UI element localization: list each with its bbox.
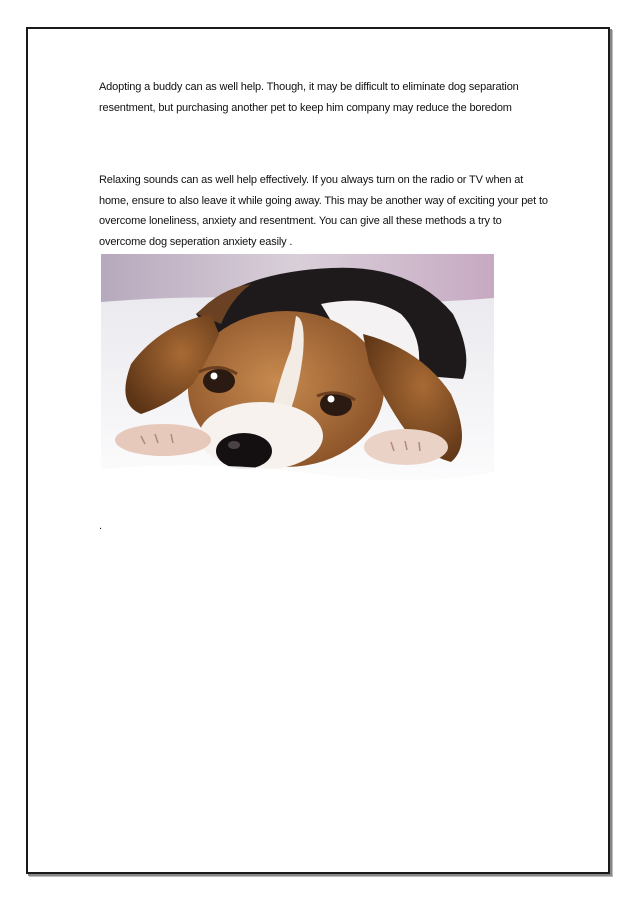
beagle-puppy-photo: [101, 254, 494, 514]
paragraph-relaxing-sounds: Relaxing sounds can as well help effectively. If you always turn on the radio or TV when at home, ensure to also leave it while going away. This may be another way of exciting your pet to overcome loneliness, anxiety and resentment. You can give all these methods a try to overcome dog seperation anxiety easily .: [99, 174, 548, 248]
trailing-period: .: [99, 520, 103, 532]
paragraph-adopting-buddy: Adopting a buddy can as well help. Though, it may be difficult to eliminate dog separation resentment, but purchasing another pet to keep him company may reduce the boredom: [99, 81, 519, 114]
document-page: [26, 27, 610, 874]
